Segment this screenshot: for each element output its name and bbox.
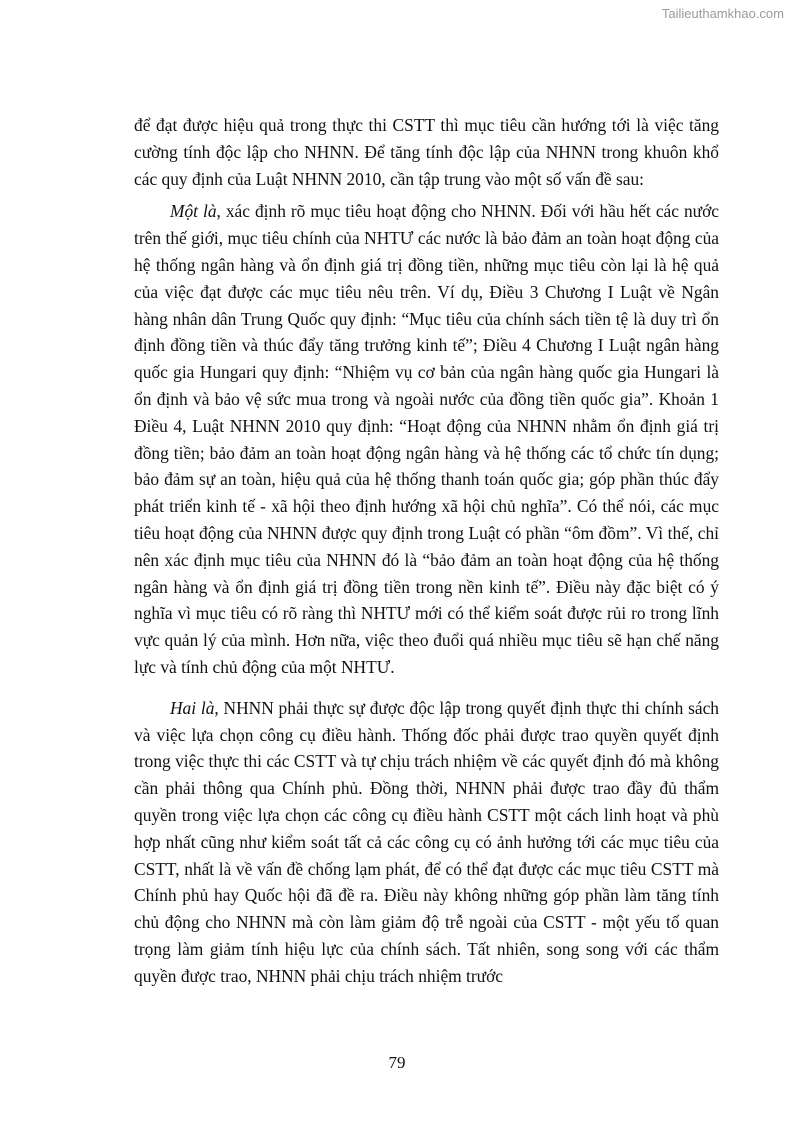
paragraph-body-mot-la: , xác định rõ mục tiêu hoạt động cho NHNN. Đối với hầu hết các nước trên thế giới, mục tiêu chính của NHTƯ các nước là bảo đảm an toàn hoạt động của hệ thống ngân hàng và ổn định giá trị đồng tiền, những mục tiêu còn lại là hệ quả của việc đạt được các mục tiêu nêu trên. Ví dụ, Điều 3 Chương I Luật về Ngân hàng nhân dân Trung Quốc quy định: “Mục tiêu của chính sách tiền tệ là duy trì ổn định đồng tiền và thúc đẩy tăng trưởng kinh tế”; Điều 4 Chương I Luật ngân hàng quốc gia Hungari quy định: “Nhiệm vụ cơ bản của ngân hàng quốc gia Hungari là ổn định và bảo vệ sức mua trong và ngoài nước của đồng tiền quốc gia”. Khoản 1 Điều 4, Luật NHNN 2010 quy định: “Hoạt động của NHNN nhằm ổn định giá trị đồng tiền; bảo đảm an toàn hoạt động ngân hàng và hệ thống các tổ chức tín dụng; bảo đảm sự an toàn, hiệu quả của hệ thống thanh toán quốc gia; góp phần thúc đẩy phát triển kinh tế - xã hội theo định hướng xã hội chủ nghĩa”. Có thể nói, các mục tiêu hoạt động của NHNN được quy định trong Luật có phần “ôm đồm”. Vì thế, chỉ nên xác định mục tiêu của NHNN đó là “bảo đảm an toàn hoạt động của hệ thống ngân hàng và ổn định giá trị đồng tiền trong nền kinh tế”. Điều này đặc biệt có ý nghĩa vì mục tiêu có rõ ràng thì NHTƯ mới có thể kiểm soát được rủi ro trong lĩnh vực quản lý của mình. Hơn nữa, việc theo đuổi quá nhiều mục tiêu sẽ hạn chế năng lực và tính chủ động của một NHTƯ.: [134, 201, 720, 677]
paragraph-lead-hai-la: Hai là: [170, 697, 215, 718]
document-body: [134, 112, 719, 990]
paragraph-first-point: [134, 198, 719, 680]
paragraph-body-hai-la: , NHNN phải thực sự được độc lập trong quyết định thực thi chính sách và việc lựa chọn công cụ điều hành. Thống đốc phải được trao quyền quyết định trong việc thực thi các CSTT và tự chịu trách nhiệm về các quyết định đó mà không cần phải thông qua Chính phủ. Đồng thời, NHNN phải được trao đầy đủ thẩm quyền trong việc lựa chọn các công cụ điều hành CSTT một cách linh hoạt và phù hợp nhất cũng như kiểm soát tất cả các công cụ có ảnh hưởng tới các mục tiêu của CSTT, nhất là về vấn đề chống lạm phát, để có thể đạt được các mục tiêu CSTT mà Chính phủ hay Quốc hội đã đề ra. Điều này không những góp phần làm tăng tính chủ động cho NHNN mà còn làm giảm độ trễ ngoài của CSTT - một yếu tố quan trọng làm giảm tính hiệu lực của chính sách. Tất nhiên, song song với các thẩm quyền được trao, NHNN phải chịu trách nhiệm trước: [134, 697, 719, 986]
watermark-text: Tailieuthamkhao.com: [661, 6, 784, 21]
paragraph-second-point: [134, 695, 719, 990]
paragraph-lead-mot-la: Một là: [170, 201, 217, 222]
page-number: 79: [388, 1053, 406, 1072]
paragraph-intro: để đạt được hiệu quả trong thực thi CSTT thì mục tiêu cần hướng tới là việc tăng cường tính độc lập cho NHNN. Để tăng tính độc lập của NHNN trong khuôn khổ các quy định của Luật NHNN 2010, cần tập trung vào một số vấn đề sau:: [134, 115, 719, 189]
